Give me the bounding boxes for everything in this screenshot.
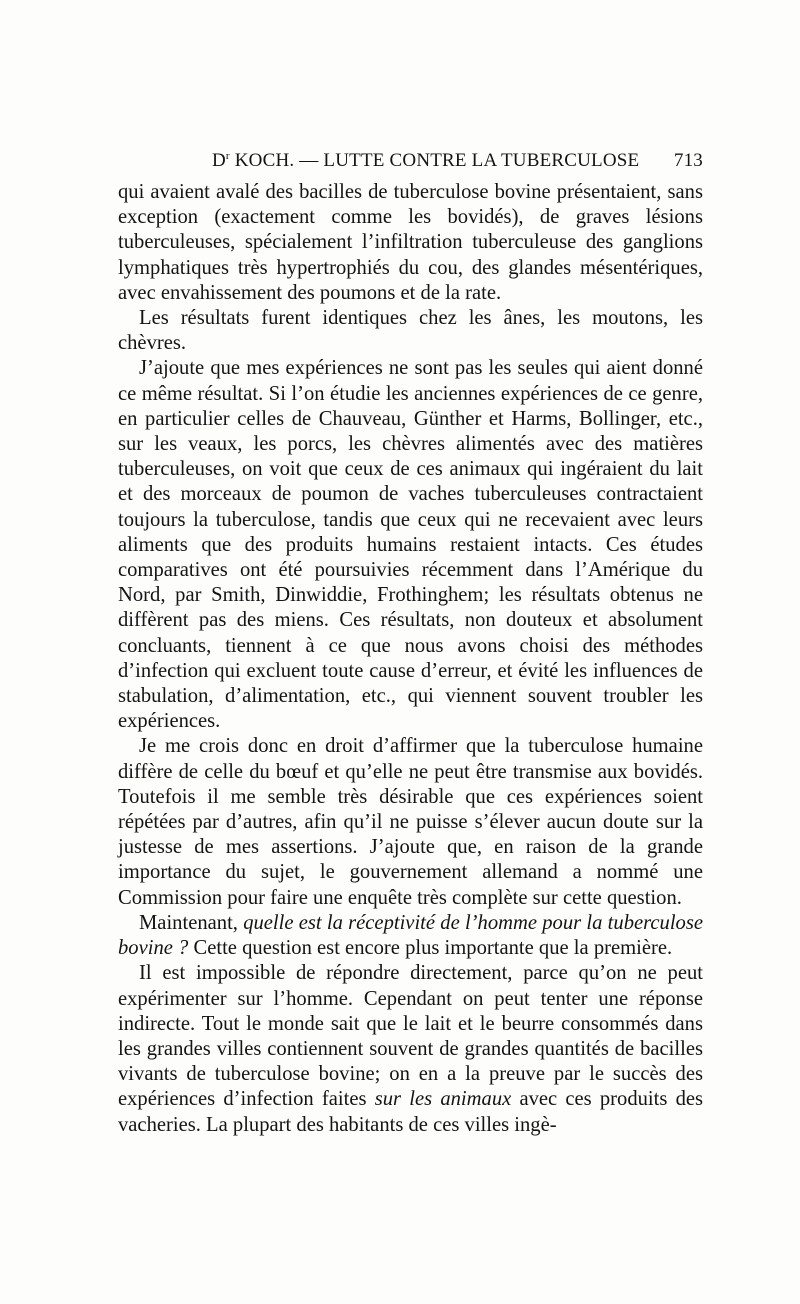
paragraph (118, 961, 703, 1137)
paragraph (118, 734, 703, 910)
running-head (118, 150, 703, 172)
paragraph (118, 306, 703, 356)
running-head-title: $D^r$ KOCH. — LUTTE CONTRE LA TUBERCULOSE (212, 150, 640, 171)
text-run: Il est impossible de répondre directement, parce qu’on ne peut expérimenter sur l’homme. Cependant on peut tenter une réponse indirecte. Tout le monde sait que le lait et le beurre consommés dans les grandes villes contiennent souvent de grandes quantités de bacilles vivants de tuberculose bovine; on en a la preuve par le succès des expériences d’infection faites (118, 962, 703, 1111)
text-run: Je me crois donc en droit d’affirmer que la tuberculose humaine diffère de celle du bœuf et qu’elle ne peut être transmise aux bovidés. Toutefois il me semble très désirable que ces expériences soient répétées par d’autres, afin qu’il ne puisse s’élever aucun doute sur la justesse de mes assertions. J’ajoute que, en raison de la grande importance du sujet, le gouvernement allemand a nommé une Commission pour faire une enquête très complète sur cette question. (118, 735, 703, 909)
text-run: J’ajoute que mes expériences ne sont pas les seules qui aient donné ce même résultat. Si l’on étudie les anciennes expériences de ce genre, en particulier celles de Chauveau, Günther et Harms, Bollinger, etc., sur les veaux, les porcs, les chèvres alimentés avec des matières tuberculeuses, on voit que ceux de ces animaux qui ingéraient du lait et des morceaux de poumon de vaches tuberculeuses contractaient toujours la tuberculose, tandis que ceux qui ne recevaient avec leurs aliments que des produits humains restaient intacts. Ces études comparatives ont été poursuivies récemment dans l’Amérique du Nord, par Smith, Dinwiddie, Frothinghem; les résultats obtenus ne diffèrent pas des miens. Ces résultats, non douteux et absolument concluants, tiennent à ce que nous avons choisi des méthodes d’infection qui excluent toute cause d’erreur, et évité les influences de stabulation, d’alimentation, etc., qui viennent souvent troubler les expériences. (118, 357, 703, 733)
page-number: 713 (673, 150, 703, 171)
text-run: Cette question est encore plus importante que la première. (188, 937, 673, 960)
italic-phrase: sur les animaux (374, 1088, 512, 1111)
text-run: avec ces produits des vacheries. La plupart des habitants de ces villes ingè- (118, 1088, 704, 1136)
paragraph (118, 356, 703, 734)
italic-phrase: quelle est la réceptivité de l’homme pour la tuberculose bovine ? (118, 911, 703, 960)
text-run: Maintenant, (139, 911, 244, 934)
text-run: Les résultats furent identiques chez les ânes, les moutons, les chèvres. (118, 307, 703, 355)
paragraph (118, 180, 703, 306)
text-run: qui avaient avalé des bacilles de tuberculose bovine présentaient, sans exception (exactement comme les bovidés), de graves lésions tuberculeuses, spécialement l’infiltration tuberculeuse des ganglions lymphatiques très hypertrophiés du cou, des glandes mésentériques, avec envahissement des poumons et de la rate. (118, 181, 703, 304)
body-text (118, 180, 703, 1138)
paragraph (118, 911, 703, 961)
